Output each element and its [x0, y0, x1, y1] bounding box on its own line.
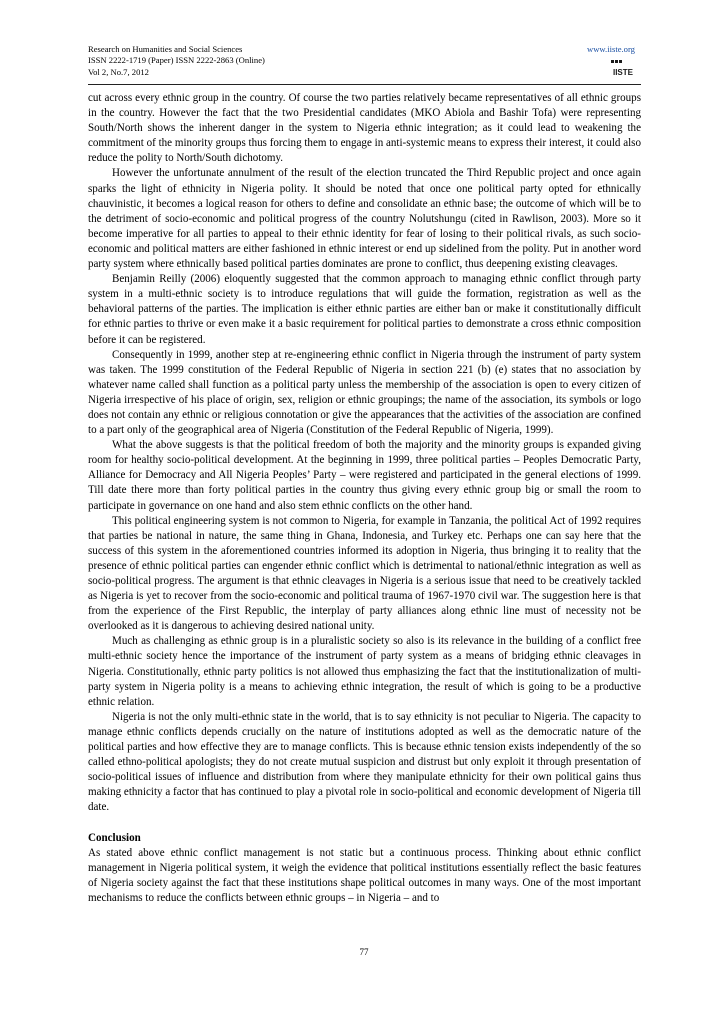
paragraph: cut across every ethnic group in the country. Of course the two parties relatively became representatives of all ethnic groups in the country. However the fact that the two Presidential candidates (MKO Abiola and Bashir Tofa) were representing South/North shows the inherent danger in the system to Nigeria ethnic integration; as it could lead to weakening the commitment of the minority groups thus forcing them to engage in anti-systemic means to express their interest, it could also reduce the polity to North/South dichotomy. [88, 92, 641, 165]
volume-line: Vol 2, No.7, 2012 [88, 66, 149, 77]
paragraph: Much as challenging as ethnic group is in a pluralistic society so also is its relevance in the building of a conflict free multi-ethnic society hence the importance of the instrument of party system as a means of bridging ethnic cleavages in Nigeria. Constitutionally, ethnic party politics is not allowed thus emphasizing the fact that the institutionalization of multi-party system in Nigeria polity is a means to achieving ethnic integration, the result of which is going to be a productive ethnic relation. [88, 635, 641, 708]
paragraph: However the unfortunate annulment of the result of the election truncated the Third Republic project and once again sparks the light of ethnicity in Nigeria polity. It should be noted that once one political party opted for ethnically chauvinistic, it becomes a logical reason for others to define and consolidate an ethnic base; the outcome of which will be to the detriment of socio-economic and political progress of the country Nolutshungu (cited in Rawlison, 2003). More so it become imperative for all parties to appeal to their ethnic identity for fear of losing to their political rivals, as such socio-economic and political matters are either fashioned in ethnic interest or end up sidelined from the polity. Put in another word party system where ethnically based political parties dominates are prone to conflict, thus deepening existing cleavages. [88, 167, 641, 271]
conclusion-paragraph: As stated above ethnic conflict management is not static but a continuous process. Thinking about ethnic conflict management in Nigeria political system, it weigh the evidence that political institutions essentially reflect the basic features of Nigeria society against the fact that these institutions shape political outcomes in many ways. One of the most important mechanisms to reduce the conflicts between ethnic groups – in Nigeria – and to [88, 846, 641, 904]
journal-title: Research on Humanities and Social Sciences [88, 44, 243, 54]
article-body [88, 91, 641, 906]
page-number: 77 [359, 947, 369, 957]
issn-line: ISSN 2222-1719 (Paper) ISSN 2222-2863 (Online) [88, 55, 265, 66]
conclusion-heading: Conclusion [88, 831, 141, 844]
iiste-logo [610, 58, 636, 78]
running-header [88, 44, 641, 78]
paragraph: Benjamin Reilly (2006) eloquently suggested that the common approach to managing ethnic conflict through party system in a multi-ethnic society is to introduce regulations that will guide the formation, registration as well as the behavioral patterns of the parties. The implication is either ethnic parties are either ban or make it constitutionally difficult for ethnic parties to thrive or even make it a basic requirement for political parties to demonstrate a cross ethnic composition before it can be registered. [88, 273, 641, 346]
paragraph: What the above suggests is that the political freedom of both the majority and the minority groups is expanded giving room for healthy socio-political development. At the beginning in 1999, three political parties – Peoples Democratic Party, Alliance for Democracy and All Nigeria Peoples’ Party – were registered and participated in the general elections of 1999. Till date there more than forty political parties in the country thus giving every ethnic group big or small the room to participate in governance on one hand and also stem ethnic conflicts on the other hand. [88, 439, 641, 512]
svg-text:IISTE: IISTE [612, 68, 634, 77]
header-rule [88, 84, 641, 85]
paragraph: This political engineering system is not common to Nigeria, for example in Tanzania, the political Act of 1992 requires that parties be national in nature, the same thing in Ghana, Indonesia, and Turkey etc. Perhaps one can say here that the success of this system in the aforementioned countries informed its adoption in Nigeria, thus bringing it to reality that the presence of ethnic political parties can engender ethnic conflict which is detrimental to national/ethnic integration as well as socio-political progress. The argument is that ethnic cleavages in Nigeria is a serious issue that need to be creatively tackled as Nigeria is yet to recover from the socio-economic and political trauma of 1967-1970 civil war. The suggestion here is that from the experience of the First Republic, the interplay of party alliances along ethnic line must of necessity not be overlooked as it is dangerous to achieving desired national unity. [88, 514, 641, 633]
paragraph: Nigeria is not the only multi-ethnic state in the world, that is to say ethnicity is not peculiar to Nigeria. The capacity to manage ethnic conflicts depends crucially on the nature of institutions adopted as well as the democratic nature of the political parties and how effective they are to manage conflicts. This is because ethnic tension exists independently of the so called ethno-political apologists; they do not create mutual suspicion and distrust but only exploit it through presentation of socio-political issues of influence and distribution from where they manipulate ethnicity for their own political gains thus making ethnicity a factor that has continued to play a pivotal role in socio-political and economic development of Nigeria till date. [88, 710, 641, 814]
journal-url-link[interactable]: www.iiste.org [587, 44, 635, 54]
paragraph: Consequently in 1999, another step at re-engineering ethnic conflict in Nigeria through the instrument of party system was taken. The 1999 constitution of the Federal Republic of Nigeria in section 221 (b) (e) states that no association by whatever name called shall function as a political party unless the membership of the association is open to every citizen of Nigeria irrespective of his place of origin, sex, religion or ethnic groupings; the name of the association, its symbols or logo does not contain any ethnic or religious connotation or give the appearances that the activities of the association are confined to a part only of the geographical area of Nigeria (Constitution of the Federal Republic of Nigeria, 1999). [88, 348, 641, 437]
